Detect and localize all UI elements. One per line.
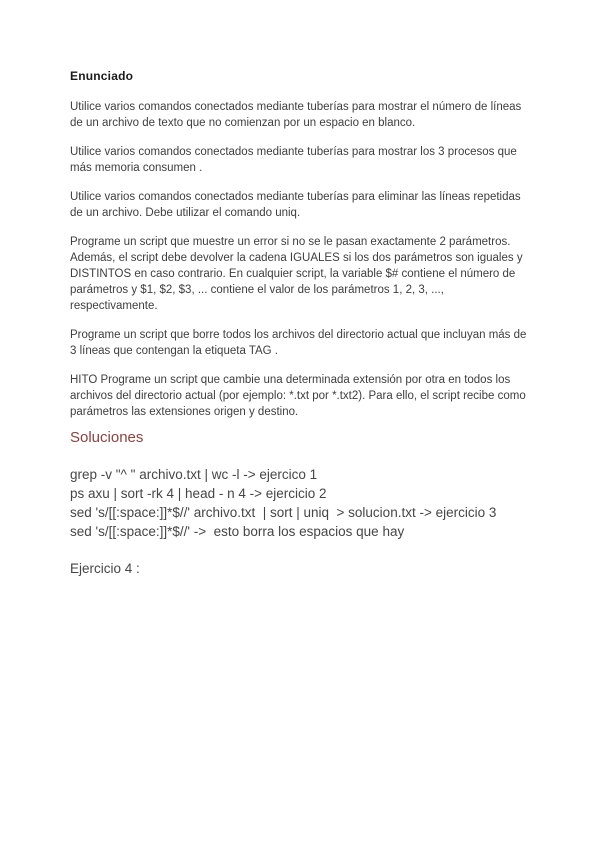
paragraph-hito-change-extension: HITO Programe un script que cambie una determinada extensión por otra en todos los archivos del directorio actual (por ejemplo: *.txt por *.txt2). Para ello, el script recibe como parámetros las extensiones origen y destino. — [70, 374, 526, 418]
solution-line-ejercicio-1: grep -v "^ " archivo.txt | wc -l -> ejercico 1 — [70, 467, 318, 482]
paragraph-pipes-uniq: Utilice varios comandos conectados mediante tuberías para eliminar las líneas repetidas de un archivo. Debe utilizar el comando uniq. — [70, 191, 521, 219]
section-heading-enunciado: Enunciado — [70, 69, 134, 83]
paragraph-pipes-top-memory: Utilice varios comandos conectados mediante tuberías para mostrar los 3 procesos que más memoria consumen . — [70, 146, 517, 174]
section-heading-soluciones: Soluciones — [70, 429, 144, 446]
solution-line-ejercicio-2: ps axu | sort -rk 4 | head - n 4 -> ejercicio 2 — [70, 486, 327, 501]
solution-line-ejercicio-3: sed 's/[[:space:]]*$//' archivo.txt | sort | uniq > solucion.txt -> ejercicio 3 — [70, 505, 497, 520]
paragraph-pipes-count-lines: Utilice varios comandos conectados mediante tuberías para mostrar el número de líneas de un archivo de texto que no comienzan por un espacio en blanco. — [70, 101, 522, 129]
paragraph-script-delete-tag-files: Programe un script que borre todos los archivos del directorio actual que incluyan más de 3 líneas que contengan la etiqueta TAG . — [70, 329, 527, 357]
exercise-4-label: Ejercicio 4 : — [70, 561, 140, 576]
paragraph-script-iguales-distintos: Programe un script que muestre un error si no se le pasan exactamente 2 parámetros. Además, el script debe devolver la cadena IGUALES si los dos parámetros son iguales y DISTINTOS en caso contrario. En cualquier script, la variable $# contiene el número de parámetros y $1, $2, $3, ... contiene el valor de los parámetros 1, 2, 3, ..., respectivamente. — [70, 236, 523, 312]
solution-line-sed-note: sed 's/[[:space:]]*$//' -> esto borra los espacios que hay — [70, 524, 405, 539]
document-content — [70, 69, 534, 578]
solution-commands — [70, 465, 534, 541]
